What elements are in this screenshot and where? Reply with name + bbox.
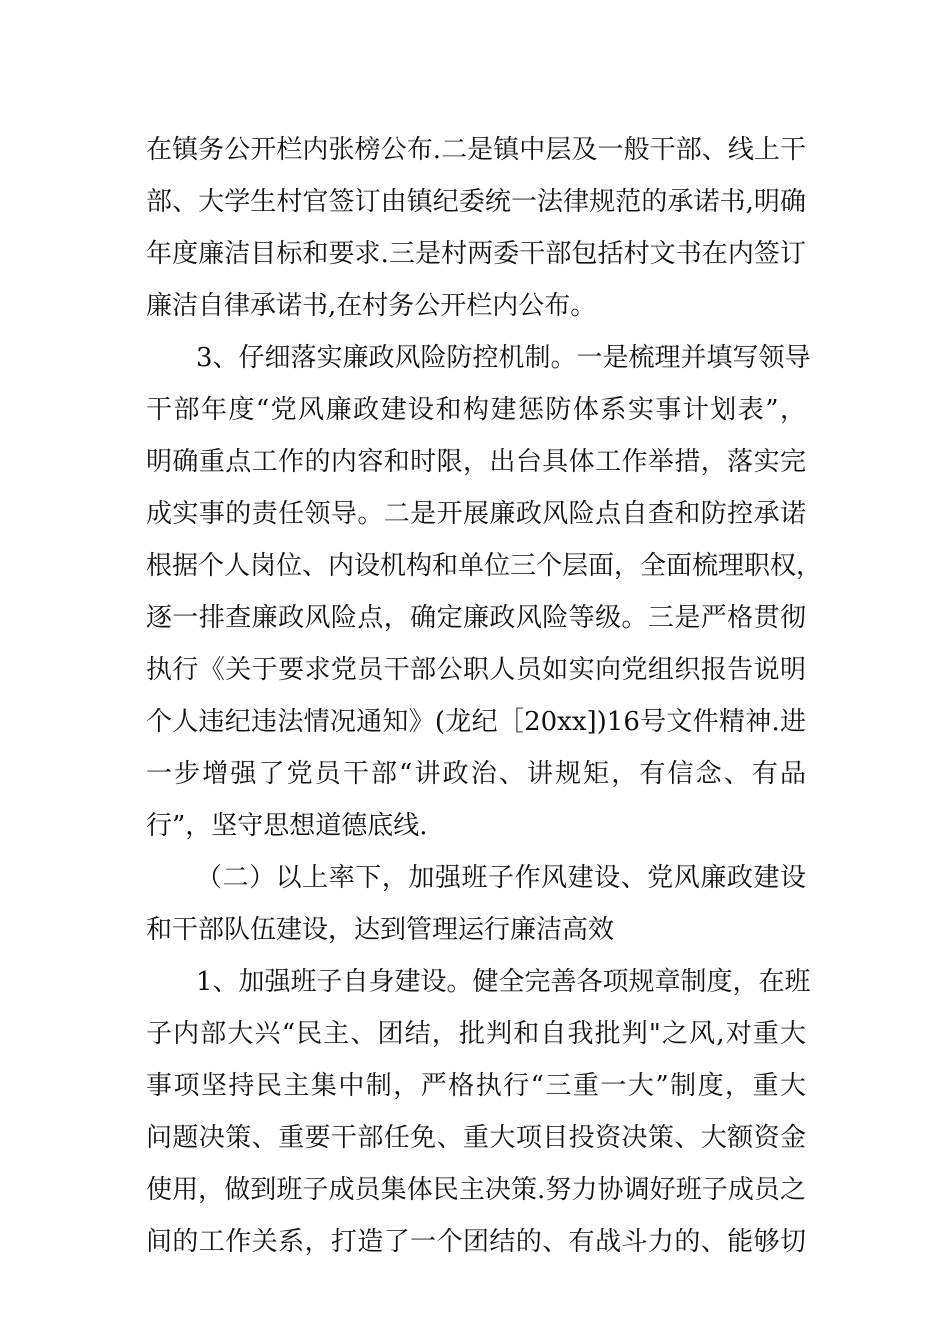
text-line: 明确重点工作的内容和时限，出台具体工作举措，落实完 xyxy=(146,447,806,477)
text-line: 成实事的责任领导。二是开展廉政风险点自查和防控承诺 xyxy=(146,499,806,529)
text-line: 廉洁自律承诺书,在村务公开栏内公布。 xyxy=(146,291,597,321)
paragraph-heading-1: 1、加强班子自身建设。健全完善各项规章制度，在班 xyxy=(196,967,811,997)
text-line: 执行《关于要求党员干部公职人员如实向党组织报告说明 xyxy=(146,655,806,685)
text-line: 间的工作关系，打造了一个团结的、有战斗力的、能够切 xyxy=(146,1227,806,1257)
text-line: 部、大学生村官签订由镇纪委统一法律规范的承诺书,明确 xyxy=(146,187,806,217)
section-heading-2-cont: 和干部队伍建设，达到管理运行廉洁高效 xyxy=(146,915,615,945)
text-line: 事项坚持民主集中制，严格执行“三重一大”制度，重大 xyxy=(146,1071,806,1101)
text-line: 干部年度“党风廉政建设和构建惩防体系实事计划表”， xyxy=(146,395,806,425)
section-heading-2: （二）以上率下，加强班子作风建设、党风廉政建设 xyxy=(196,863,806,893)
text-line: 一步增强了党员干部“讲政治、讲规矩，有信念、有品 xyxy=(146,759,806,789)
text-line: 在镇务公开栏内张榜公布.二是镇中层及一般干部、线上干 xyxy=(146,135,806,165)
text-line: 问题决策、重要干部任免、重大项目投资决策、大额资金 xyxy=(146,1123,806,1153)
text-line: 个人违纪违法情况通知》(龙纪［20xx])16号文件精神.进 xyxy=(146,707,806,737)
text-line: 根据个人岗位、内设机构和单位三个层面，全面梳理职权， xyxy=(146,551,823,581)
text-line: 行”，坚守思想道德底线. xyxy=(146,811,428,841)
text-line: 年度廉洁目标和要求.三是村两委干部包括村文书在内签订 xyxy=(146,239,806,269)
text-line: 逐一排查廉政风险点，确定廉政风险等级。三是严格贯彻 xyxy=(146,603,806,633)
text-line: 使用，做到班子成员集体民主决策.努力协调好班子成员之 xyxy=(146,1175,806,1205)
paragraph-heading-3: 3、仔细落实廉政风险防控机制。一是梳理并填写领导 xyxy=(196,343,811,373)
text-line: 子内部大兴“民主、团结，批判和自我批判"之风,对重大 xyxy=(146,1019,806,1049)
